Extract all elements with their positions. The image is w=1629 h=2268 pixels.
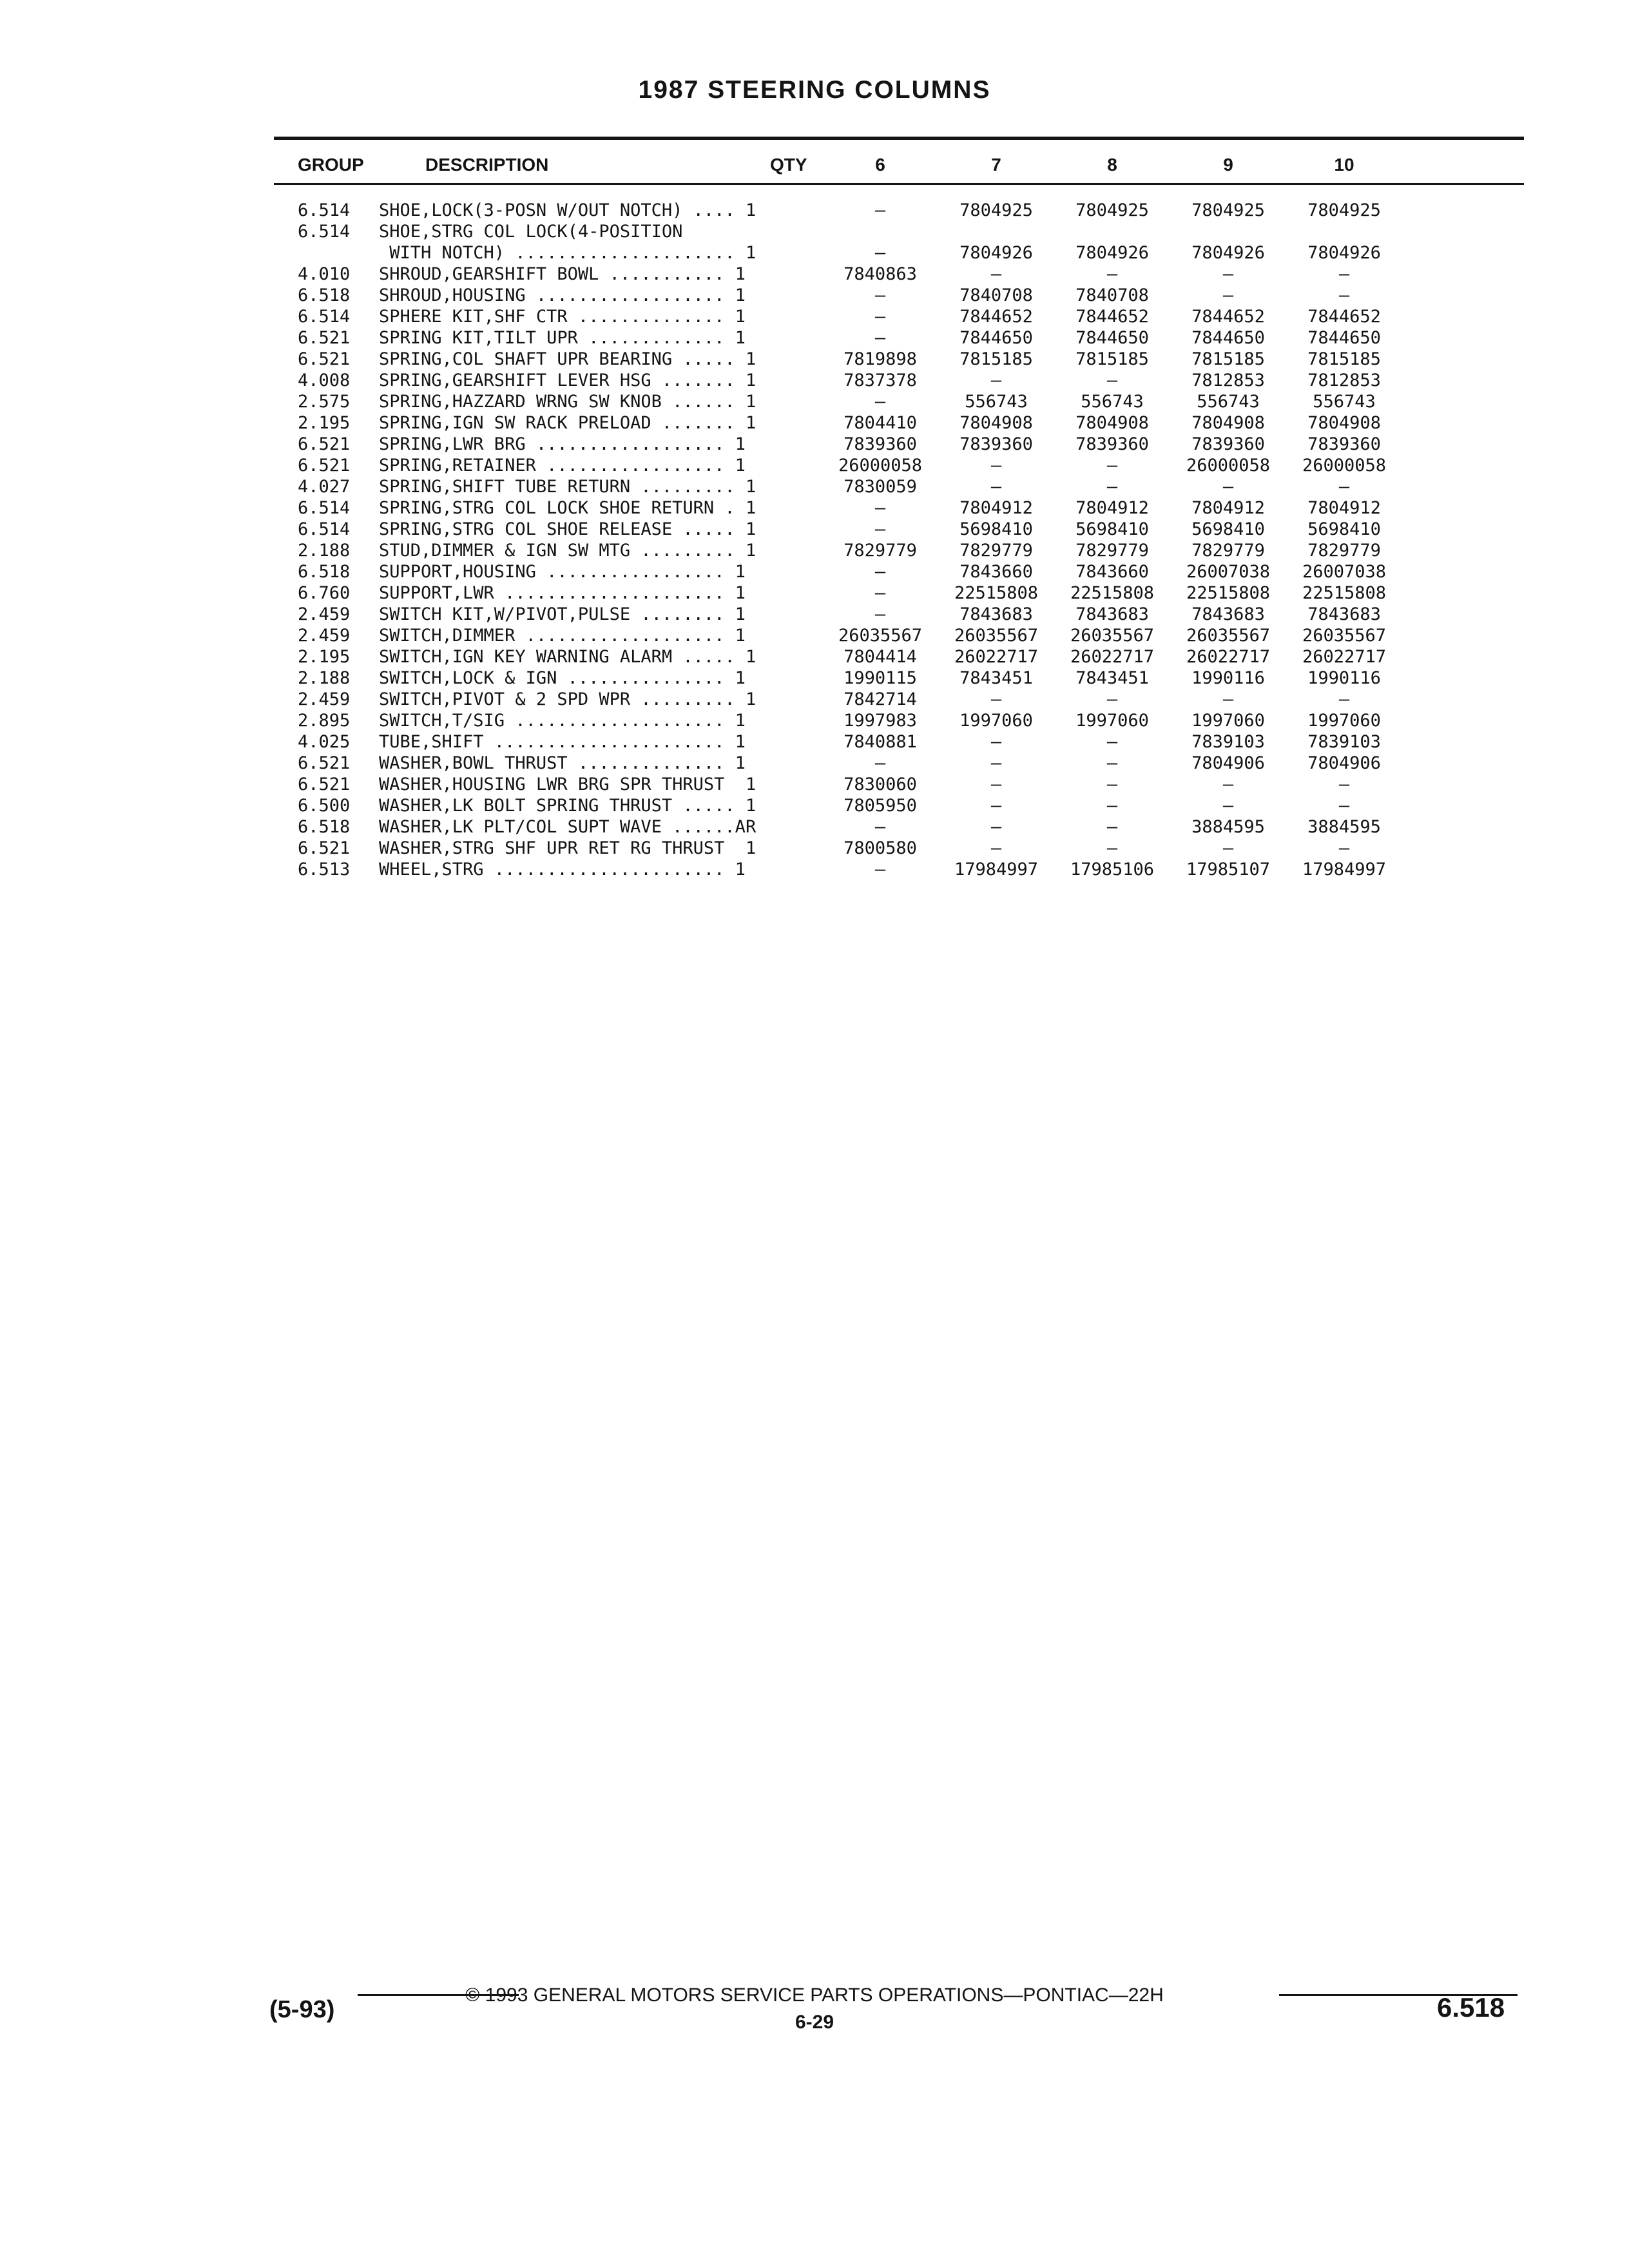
part-group: 6.521 bbox=[298, 328, 351, 348]
part-description: WITH NOTCH) ..................... 1 bbox=[379, 243, 757, 263]
part-description: WASHER,BOWL THRUST .............. 1 bbox=[379, 753, 746, 773]
header-col-6: 6 bbox=[875, 155, 885, 175]
part-number-col-6: 7800580 bbox=[843, 838, 917, 858]
part-number-col-7: 26035567 bbox=[954, 626, 1039, 646]
table-row bbox=[0, 264, 1629, 285]
part-number-col-6: — bbox=[874, 392, 886, 412]
part-number-col-6: — bbox=[874, 328, 886, 348]
part-number-col-8: 7839360 bbox=[1075, 434, 1149, 454]
part-number-col-9: — bbox=[1222, 264, 1234, 284]
part-number-col-6: — bbox=[874, 860, 886, 879]
part-description: SWITCH,T/SIG .................... 1 bbox=[379, 711, 746, 731]
part-number-col-10: 7829779 bbox=[1307, 541, 1381, 561]
part-number-col-6: 7804410 bbox=[843, 413, 917, 433]
table-row bbox=[0, 370, 1629, 391]
part-number-col-8: — bbox=[1106, 796, 1118, 816]
table-row bbox=[0, 242, 1629, 264]
part-number-col-9: 3884595 bbox=[1191, 817, 1265, 837]
part-number-col-7: 26022717 bbox=[954, 647, 1039, 667]
part-number-col-6: 7840863 bbox=[843, 264, 917, 284]
part-number-col-9: 7839103 bbox=[1191, 732, 1265, 752]
part-number-col-6: 7839360 bbox=[843, 434, 917, 454]
part-group: 6.518 bbox=[298, 285, 351, 305]
part-number-col-7: 7804925 bbox=[959, 200, 1033, 220]
part-number-col-7: — bbox=[990, 774, 1002, 794]
part-group: 2.459 bbox=[298, 626, 351, 646]
table-row bbox=[0, 731, 1629, 753]
part-number-col-6: — bbox=[874, 200, 886, 220]
header-qty: QTY bbox=[770, 155, 807, 175]
part-number-col-9: 7815185 bbox=[1191, 349, 1265, 369]
part-number-col-10: 7844652 bbox=[1307, 307, 1381, 327]
part-number-col-10: — bbox=[1338, 689, 1350, 709]
table-row bbox=[0, 434, 1629, 455]
part-number-col-7: 7804912 bbox=[959, 498, 1033, 518]
part-number-col-7: 7843683 bbox=[959, 604, 1033, 624]
part-group: 2.195 bbox=[298, 413, 351, 433]
table-row bbox=[0, 455, 1629, 476]
header-description: DESCRIPTION bbox=[425, 155, 549, 175]
part-description: WASHER,STRG SHF UPR RET RG THRUST 1 bbox=[379, 838, 757, 858]
table-row bbox=[0, 391, 1629, 412]
part-number-col-6: — bbox=[874, 519, 886, 539]
table-row bbox=[0, 859, 1629, 880]
part-group: 6.521 bbox=[298, 349, 351, 369]
part-description: SPHERE KIT,SHF CTR .............. 1 bbox=[379, 307, 746, 327]
part-group: 6.514 bbox=[298, 200, 351, 220]
part-number-col-8: — bbox=[1106, 732, 1118, 752]
part-number-col-9: — bbox=[1222, 838, 1234, 858]
part-number-col-9: 7829779 bbox=[1191, 541, 1265, 561]
part-number-col-10: — bbox=[1338, 264, 1350, 284]
part-group: 6.521 bbox=[298, 456, 351, 476]
part-group: 4.008 bbox=[298, 370, 351, 390]
part-number-col-6: 7804414 bbox=[843, 647, 917, 667]
part-number-col-6: 7830060 bbox=[843, 774, 917, 794]
part-number-col-6: 7829779 bbox=[843, 541, 917, 561]
part-number-col-6: 1990115 bbox=[843, 668, 917, 688]
part-number-col-8: — bbox=[1106, 689, 1118, 709]
part-number-col-9: — bbox=[1222, 689, 1234, 709]
part-description: SPRING,STRG COL LOCK SHOE RETURN . 1 bbox=[379, 498, 757, 518]
part-number-col-9: — bbox=[1222, 796, 1234, 816]
part-description: SWITCH,IGN KEY WARNING ALARM ..... 1 bbox=[379, 647, 757, 667]
part-number-col-10: 5698410 bbox=[1307, 519, 1381, 539]
table-header bbox=[0, 155, 1629, 178]
part-number-col-10: 7839360 bbox=[1307, 434, 1381, 454]
part-description: WASHER,LK BOLT SPRING THRUST ..... 1 bbox=[379, 796, 757, 816]
part-group: 2.459 bbox=[298, 604, 351, 624]
part-number-col-7: — bbox=[990, 477, 1002, 497]
part-number-col-9: 26000058 bbox=[1186, 456, 1271, 476]
part-description: SPRING KIT,TILT UPR ............. 1 bbox=[379, 328, 746, 348]
part-group: 6.521 bbox=[298, 838, 351, 858]
table-row bbox=[0, 689, 1629, 710]
page-number: 6-29 bbox=[795, 2012, 834, 2033]
part-number-col-8: — bbox=[1106, 370, 1118, 390]
part-number-col-9: 17985107 bbox=[1186, 860, 1271, 879]
table-row bbox=[0, 668, 1629, 689]
part-description: SPRING,HAZZARD WRNG SW KNOB ...... 1 bbox=[379, 392, 757, 412]
part-number-col-8: 22515808 bbox=[1070, 583, 1155, 603]
part-number-col-7: 7843451 bbox=[959, 668, 1033, 688]
part-number-col-9: 22515808 bbox=[1186, 583, 1271, 603]
table-row bbox=[0, 774, 1629, 795]
part-number-col-8: 7844650 bbox=[1075, 328, 1149, 348]
part-group: 2.195 bbox=[298, 647, 351, 667]
part-number-col-10: 26000058 bbox=[1302, 456, 1387, 476]
part-number-col-8: 7804925 bbox=[1075, 200, 1149, 220]
part-number-col-7: 7804908 bbox=[959, 413, 1033, 433]
part-number-col-8: — bbox=[1106, 264, 1118, 284]
table-row bbox=[0, 604, 1629, 625]
part-group: 6.500 bbox=[298, 796, 351, 816]
part-number-col-8: — bbox=[1106, 817, 1118, 837]
part-group: 6.521 bbox=[298, 434, 351, 454]
part-number-col-6: — bbox=[874, 753, 886, 773]
part-group: 6.521 bbox=[298, 774, 351, 794]
part-number-col-6: — bbox=[874, 243, 886, 263]
part-number-col-10: 7843683 bbox=[1307, 604, 1381, 624]
part-group: 2.459 bbox=[298, 689, 351, 709]
part-number-col-6: 26035567 bbox=[838, 626, 923, 646]
section-number: 6.518 bbox=[1437, 1992, 1505, 2023]
part-group: 6.514 bbox=[298, 498, 351, 518]
part-description: SPRING,COL SHAFT UPR BEARING ..... 1 bbox=[379, 349, 757, 369]
part-number-col-9: 7844650 bbox=[1191, 328, 1265, 348]
part-number-col-6: — bbox=[874, 498, 886, 518]
part-number-col-9: 7804926 bbox=[1191, 243, 1265, 263]
part-number-col-9: 7804925 bbox=[1191, 200, 1265, 220]
table-row bbox=[0, 816, 1629, 838]
part-number-col-10: — bbox=[1338, 774, 1350, 794]
part-number-col-7: 17984997 bbox=[954, 860, 1039, 879]
part-number-col-8: 26022717 bbox=[1070, 647, 1155, 667]
part-number-col-10: 7804912 bbox=[1307, 498, 1381, 518]
part-number-col-7: — bbox=[990, 689, 1002, 709]
copyright-line: © 1993 GENERAL MOTORS SERVICE PARTS OPERATIONS—PONTIAC—22H bbox=[465, 1984, 1164, 2006]
part-number-col-10: 3884595 bbox=[1307, 817, 1381, 837]
part-number-col-7: 556743 bbox=[965, 392, 1028, 412]
part-number-col-9: 556743 bbox=[1197, 392, 1260, 412]
part-description: SPRING,STRG COL SHOE RELEASE ..... 1 bbox=[379, 519, 757, 539]
table-row bbox=[0, 306, 1629, 327]
table-row bbox=[0, 710, 1629, 731]
part-number-col-7: 7804926 bbox=[959, 243, 1033, 263]
part-number-col-8: — bbox=[1106, 838, 1118, 858]
header-col-7: 7 bbox=[991, 155, 1001, 175]
part-number-col-6: 7819898 bbox=[843, 349, 917, 369]
part-number-col-10: 26007038 bbox=[1302, 562, 1387, 582]
part-number-col-6: 7842714 bbox=[843, 689, 917, 709]
part-number-col-7: 22515808 bbox=[954, 583, 1039, 603]
table-row bbox=[0, 349, 1629, 370]
table-row bbox=[0, 795, 1629, 816]
part-number-col-7: 1997060 bbox=[959, 711, 1033, 731]
header-col-8: 8 bbox=[1107, 155, 1117, 175]
part-number-col-6: — bbox=[874, 583, 886, 603]
part-number-col-9: — bbox=[1222, 774, 1234, 794]
part-number-col-7: — bbox=[990, 370, 1002, 390]
table-row bbox=[0, 519, 1629, 540]
part-number-col-7: 7829779 bbox=[959, 541, 1033, 561]
table-row bbox=[0, 221, 1629, 242]
part-group: 2.575 bbox=[298, 392, 351, 412]
part-number-col-7: — bbox=[990, 456, 1002, 476]
part-number-col-8: 7804912 bbox=[1075, 498, 1149, 518]
part-number-col-7: 7839360 bbox=[959, 434, 1033, 454]
part-group: 6.760 bbox=[298, 583, 351, 603]
part-number-col-8: 7829779 bbox=[1075, 541, 1149, 561]
part-number-col-6: 7805950 bbox=[843, 796, 917, 816]
part-number-col-8: — bbox=[1106, 774, 1118, 794]
part-number-col-8: 26035567 bbox=[1070, 626, 1155, 646]
part-number-col-8: — bbox=[1106, 753, 1118, 773]
part-number-col-9: 7839360 bbox=[1191, 434, 1265, 454]
part-description: SWITCH KIT,W/PIVOT,PULSE ........ 1 bbox=[379, 604, 746, 624]
table-row bbox=[0, 476, 1629, 497]
part-number-col-7: 7844652 bbox=[959, 307, 1033, 327]
part-group: 6.518 bbox=[298, 817, 351, 837]
part-number-col-8: — bbox=[1106, 477, 1118, 497]
table-row bbox=[0, 625, 1629, 646]
table-row bbox=[0, 540, 1629, 561]
part-number-col-10: 7844650 bbox=[1307, 328, 1381, 348]
part-group: 4.025 bbox=[298, 732, 351, 752]
part-number-col-6: — bbox=[874, 817, 886, 837]
part-description: SPRING,LWR BRG .................. 1 bbox=[379, 434, 746, 454]
revision-date: (5-93) bbox=[269, 1996, 335, 2023]
part-group: 2.188 bbox=[298, 541, 351, 561]
part-number-col-9: 7804912 bbox=[1191, 498, 1265, 518]
part-number-col-8: 7804908 bbox=[1075, 413, 1149, 433]
table-row bbox=[0, 838, 1629, 859]
part-number-col-10: — bbox=[1338, 285, 1350, 305]
part-description: SWITCH,DIMMER ................... 1 bbox=[379, 626, 746, 646]
part-number-col-8: 7840708 bbox=[1075, 285, 1149, 305]
part-number-col-10: 7804908 bbox=[1307, 413, 1381, 433]
part-number-col-9: 5698410 bbox=[1191, 519, 1265, 539]
part-number-col-10: 22515808 bbox=[1302, 583, 1387, 603]
part-number-col-8: 17985106 bbox=[1070, 860, 1155, 879]
table-row bbox=[0, 285, 1629, 306]
part-description: SHROUD,HOUSING .................. 1 bbox=[379, 285, 746, 305]
part-number-col-9: 7804908 bbox=[1191, 413, 1265, 433]
part-number-col-7: 5698410 bbox=[959, 519, 1033, 539]
part-number-col-8: 7843451 bbox=[1075, 668, 1149, 688]
part-number-col-10: — bbox=[1338, 796, 1350, 816]
part-number-col-9: — bbox=[1222, 477, 1234, 497]
table-row bbox=[0, 753, 1629, 774]
part-description: SUPPORT,HOUSING ................. 1 bbox=[379, 562, 746, 582]
part-number-col-10: — bbox=[1338, 838, 1350, 858]
part-number-col-10: 17984997 bbox=[1302, 860, 1387, 879]
part-number-col-6: — bbox=[874, 604, 886, 624]
part-group: 4.010 bbox=[298, 264, 351, 284]
part-number-col-6: 26000058 bbox=[838, 456, 923, 476]
part-description: WHEEL,STRG ...................... 1 bbox=[379, 860, 746, 879]
part-number-col-10: 7804925 bbox=[1307, 200, 1381, 220]
table-row bbox=[0, 646, 1629, 668]
part-number-col-9: 1990116 bbox=[1191, 668, 1265, 688]
part-number-col-7: — bbox=[990, 817, 1002, 837]
part-description: SWITCH,LOCK & IGN ............... 1 bbox=[379, 668, 746, 688]
part-number-col-7: — bbox=[990, 753, 1002, 773]
header-top-rule bbox=[274, 137, 1524, 140]
part-number-col-9: 26035567 bbox=[1186, 626, 1271, 646]
part-description: SWITCH,PIVOT & 2 SPD WPR ......... 1 bbox=[379, 689, 757, 709]
part-number-col-9: 26007038 bbox=[1186, 562, 1271, 582]
part-group: 4.027 bbox=[298, 477, 351, 497]
part-description: SPRING,GEARSHIFT LEVER HSG ....... 1 bbox=[379, 370, 757, 390]
table-row bbox=[0, 497, 1629, 519]
part-number-col-8: 7843660 bbox=[1075, 562, 1149, 582]
part-number-col-7: 7840708 bbox=[959, 285, 1033, 305]
part-group: 6.514 bbox=[298, 519, 351, 539]
part-group: 6.518 bbox=[298, 562, 351, 582]
part-description: STUD,DIMMER & IGN SW MTG ......... 1 bbox=[379, 541, 757, 561]
part-number-col-8: 1997060 bbox=[1075, 711, 1149, 731]
part-number-col-9: 7804906 bbox=[1191, 753, 1265, 773]
table-row bbox=[0, 200, 1629, 221]
header-col-9: 9 bbox=[1223, 155, 1233, 175]
part-group: 6.514 bbox=[298, 222, 351, 242]
part-number-col-9: 7843683 bbox=[1191, 604, 1265, 624]
part-number-col-10: 7804906 bbox=[1307, 753, 1381, 773]
part-number-col-10: — bbox=[1338, 477, 1350, 497]
part-number-col-10: 26035567 bbox=[1302, 626, 1387, 646]
header-group: GROUP bbox=[298, 155, 364, 175]
part-description: TUBE,SHIFT ...................... 1 bbox=[379, 732, 746, 752]
part-group: 6.521 bbox=[298, 753, 351, 773]
part-number-col-6: 1997983 bbox=[843, 711, 917, 731]
part-number-col-7: 7815185 bbox=[959, 349, 1033, 369]
part-number-col-10: 7812853 bbox=[1307, 370, 1381, 390]
part-number-col-8: — bbox=[1106, 456, 1118, 476]
part-number-col-10: 7804926 bbox=[1307, 243, 1381, 263]
part-description: SPRING,IGN SW RACK PRELOAD ....... 1 bbox=[379, 413, 757, 433]
part-description: SHOE,LOCK(3-POSN W/OUT NOTCH) .... 1 bbox=[379, 200, 757, 220]
header-col-10: 10 bbox=[1334, 155, 1354, 175]
part-description: SUPPORT,LWR ..................... 1 bbox=[379, 583, 746, 603]
part-description: SHROUD,GEARSHIFT BOWL ........... 1 bbox=[379, 264, 746, 284]
part-number-col-7: — bbox=[990, 264, 1002, 284]
part-description: SPRING,SHIFT TUBE RETURN ......... 1 bbox=[379, 477, 757, 497]
part-description: SPRING,RETAINER ................. 1 bbox=[379, 456, 746, 476]
header-bottom-rule bbox=[274, 183, 1524, 185]
part-number-col-6: — bbox=[874, 562, 886, 582]
part-number-col-6: 7837378 bbox=[843, 370, 917, 390]
part-description: WASHER,HOUSING LWR BRG SPR THRUST 1 bbox=[379, 774, 757, 794]
table-row bbox=[0, 327, 1629, 349]
table-row bbox=[0, 412, 1629, 434]
part-number-col-8: 7815185 bbox=[1075, 349, 1149, 369]
part-number-col-10: 26022717 bbox=[1302, 647, 1387, 667]
part-number-col-7: 7844650 bbox=[959, 328, 1033, 348]
table-row bbox=[0, 582, 1629, 604]
part-number-col-8: 7844652 bbox=[1075, 307, 1149, 327]
part-number-col-6: — bbox=[874, 307, 886, 327]
part-number-col-7: 7843660 bbox=[959, 562, 1033, 582]
part-number-col-10: 7815185 bbox=[1307, 349, 1381, 369]
parts-table bbox=[0, 200, 1629, 880]
part-number-col-7: — bbox=[990, 732, 1002, 752]
part-number-col-10: 1990116 bbox=[1307, 668, 1381, 688]
part-group: 6.513 bbox=[298, 860, 351, 879]
part-number-col-7: — bbox=[990, 838, 1002, 858]
part-number-col-8: 7804926 bbox=[1075, 243, 1149, 263]
part-group: 2.188 bbox=[298, 668, 351, 688]
part-group: 2.895 bbox=[298, 711, 351, 731]
part-number-col-9: 1997060 bbox=[1191, 711, 1265, 731]
part-number-col-7: — bbox=[990, 796, 1002, 816]
part-number-col-8: 7843683 bbox=[1075, 604, 1149, 624]
part-number-col-10: 1997060 bbox=[1307, 711, 1381, 731]
part-number-col-9: 26022717 bbox=[1186, 647, 1271, 667]
page-title: 1987 STEERING COLUMNS bbox=[638, 76, 991, 104]
part-number-col-9: 7844652 bbox=[1191, 307, 1265, 327]
part-number-col-6: — bbox=[874, 285, 886, 305]
part-number-col-8: 5698410 bbox=[1075, 519, 1149, 539]
part-description: WASHER,LK PLT/COL SUPT WAVE ......AR bbox=[379, 817, 757, 837]
part-number-col-6: 7840881 bbox=[843, 732, 917, 752]
part-number-col-9: — bbox=[1222, 285, 1234, 305]
part-number-col-8: 556743 bbox=[1081, 392, 1144, 412]
part-number-col-10: 7839103 bbox=[1307, 732, 1381, 752]
part-description: SHOE,STRG COL LOCK(4-POSITION bbox=[379, 222, 683, 242]
table-row bbox=[0, 561, 1629, 582]
part-group: 6.514 bbox=[298, 307, 351, 327]
part-number-col-6: 7830059 bbox=[843, 477, 917, 497]
part-number-col-10: 556743 bbox=[1313, 392, 1376, 412]
part-number-col-9: 7812853 bbox=[1191, 370, 1265, 390]
